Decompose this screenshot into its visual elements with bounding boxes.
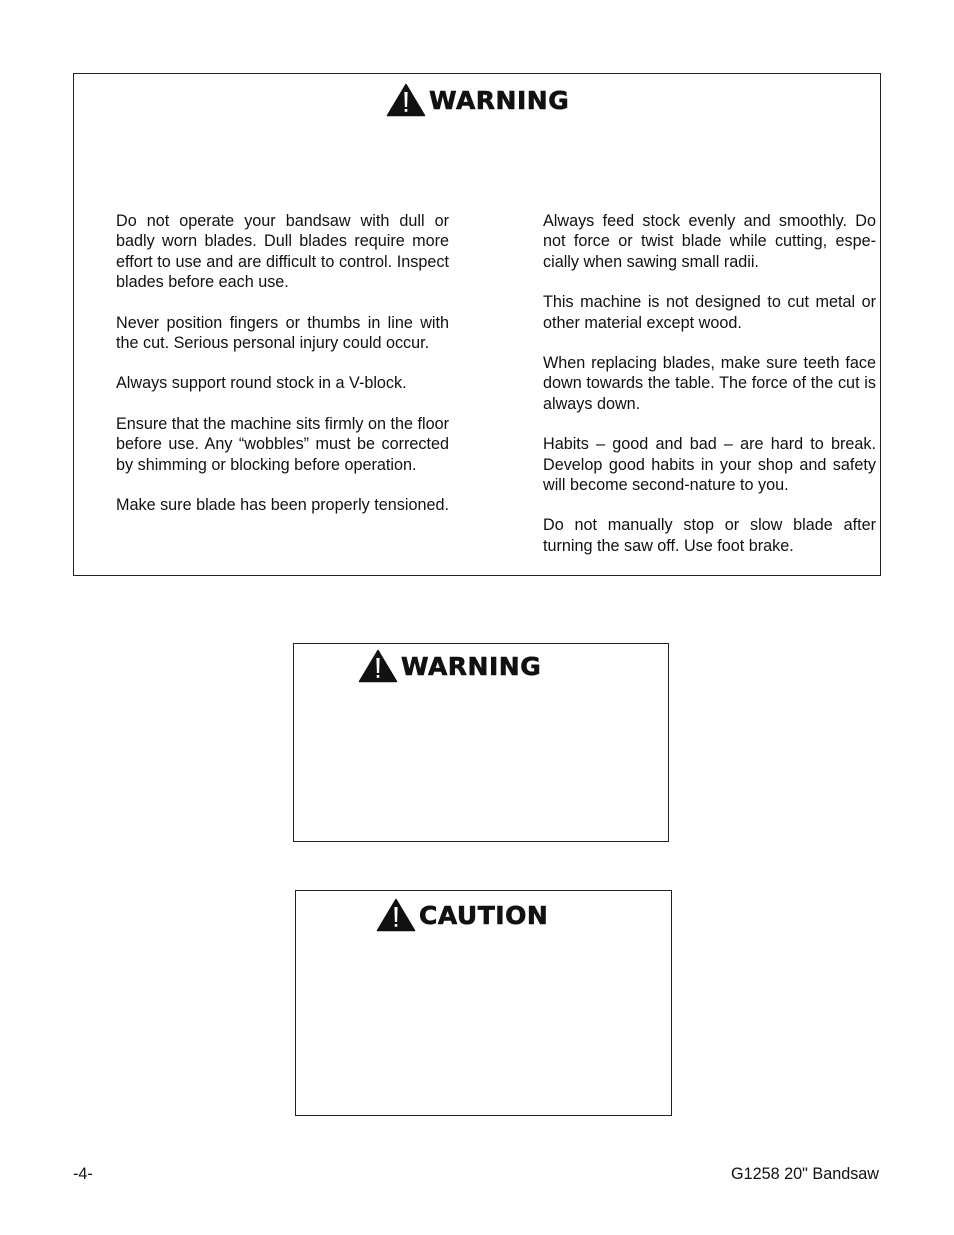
warning-heading-text: WARNING bbox=[401, 651, 542, 681]
exclamation-triangle-icon bbox=[376, 898, 416, 932]
warning-heading bbox=[358, 648, 541, 684]
safety-paragraph: Always feed stock evenly and smoothly. Do not force or twist blade while cutting, especially when sawing small radii. bbox=[543, 212, 876, 271]
exclamation-triangle-icon bbox=[358, 649, 398, 683]
safety-paragraph: Habits – good and bad – are hard to break. Develop good habits in your shop and safety will become second-nature to you. bbox=[543, 435, 876, 495]
safety-paragraph: Always support round stock in a V-block. bbox=[116, 374, 407, 393]
warning-box-bandsaw-safety bbox=[73, 73, 881, 576]
safety-paragraph: Make sure blade has been properly tensioned. bbox=[116, 496, 449, 515]
safety-paragraph: When replacing blades, make sure teeth face down towards the table. The force of the cut is always down. bbox=[543, 354, 876, 413]
right-column bbox=[543, 211, 876, 576]
left-column bbox=[116, 211, 449, 535]
safety-paragraph: Do not manually stop or slow blade after turning the saw off. Use foot brake. bbox=[543, 516, 876, 555]
caution-box bbox=[295, 890, 672, 1116]
caution-heading bbox=[376, 897, 548, 933]
safety-paragraph: Never position fingers or thumbs in line with the cut. Serious personal injury could occur. bbox=[116, 313, 449, 353]
safety-paragraph: Do not operate your bandsaw with dull or badly worn blades. Dull blades require more effort to use and are difficult to control. Inspect blades before each use. bbox=[116, 212, 449, 292]
safety-paragraph: This machine is not designed to cut metal or other material except wood. bbox=[543, 293, 876, 332]
warning-heading-text: WARNING bbox=[429, 85, 570, 115]
caution-heading-text: CAUTION bbox=[419, 900, 549, 930]
exclamation-triangle-icon bbox=[386, 83, 426, 117]
manual-title: G1258 20" Bandsaw bbox=[731, 1165, 879, 1183]
safety-paragraph: Ensure that the machine sits firmly on the floor before use. Any “wobbles” must be corrected by shimming or blocking before operation. bbox=[116, 414, 449, 474]
warning-box-secondary bbox=[293, 643, 669, 842]
page-number: -4- bbox=[73, 1165, 93, 1183]
warning-heading bbox=[386, 82, 569, 118]
